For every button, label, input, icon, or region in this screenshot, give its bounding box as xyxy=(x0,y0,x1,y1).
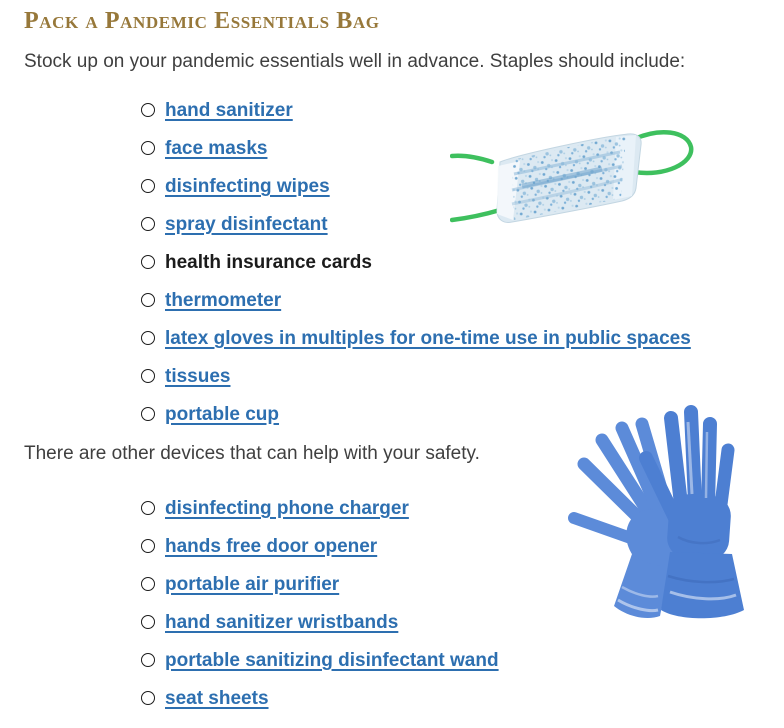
staple-link-tissues[interactable]: tissues xyxy=(165,366,231,387)
list-item xyxy=(141,498,784,519)
list-item xyxy=(141,688,784,709)
device-link-disinfectant-wand[interactable]: portable sanitizing disinfectant wand xyxy=(165,650,499,671)
list-item xyxy=(141,574,784,595)
staple-link-face-masks[interactable]: face masks xyxy=(165,138,268,159)
list-item xyxy=(141,214,784,235)
list-item xyxy=(141,404,784,425)
devices-intro-text: There are other devices that can help with your safety. xyxy=(24,443,480,464)
staples-list xyxy=(141,100,784,425)
device-link-air-purifier[interactable]: portable air purifier xyxy=(165,574,340,595)
staple-link-disinfecting-wipes[interactable]: disinfecting wipes xyxy=(165,176,330,197)
devices-list xyxy=(141,498,784,709)
staple-link-hand-sanitizer[interactable]: hand sanitizer xyxy=(165,100,293,121)
device-link-sanitizer-wristbands[interactable]: hand sanitizer wristbands xyxy=(165,612,399,633)
list-item xyxy=(141,650,784,671)
list-item xyxy=(141,100,784,121)
list-item xyxy=(141,290,784,311)
list-item xyxy=(141,138,784,159)
staple-link-latex-gloves[interactable]: latex gloves in multiples for one-time use in public spaces xyxy=(165,328,691,349)
list-item xyxy=(141,176,784,197)
staple-link-thermometer[interactable]: thermometer xyxy=(165,290,282,311)
page-title: Pack a Pandemic Essentials Bag xyxy=(24,8,380,34)
staple-link-spray-disinfectant[interactable]: spray disinfectant xyxy=(165,214,328,235)
list-item xyxy=(141,366,784,387)
list-item xyxy=(141,612,784,633)
device-link-door-opener[interactable]: hands free door opener xyxy=(165,536,378,557)
device-link-phone-charger[interactable]: disinfecting phone charger xyxy=(165,498,409,519)
intro-text: Stock up on your pandemic essentials well in advance. Staples should include: xyxy=(24,51,686,72)
device-link-seat-sheets[interactable]: seat sheets xyxy=(165,688,269,709)
list-item xyxy=(141,536,784,557)
staple-text-health-insurance-cards: health insurance cards xyxy=(165,252,372,273)
list-item xyxy=(141,252,784,273)
list-item xyxy=(141,328,784,349)
staple-link-portable-cup[interactable]: portable cup xyxy=(165,404,280,425)
